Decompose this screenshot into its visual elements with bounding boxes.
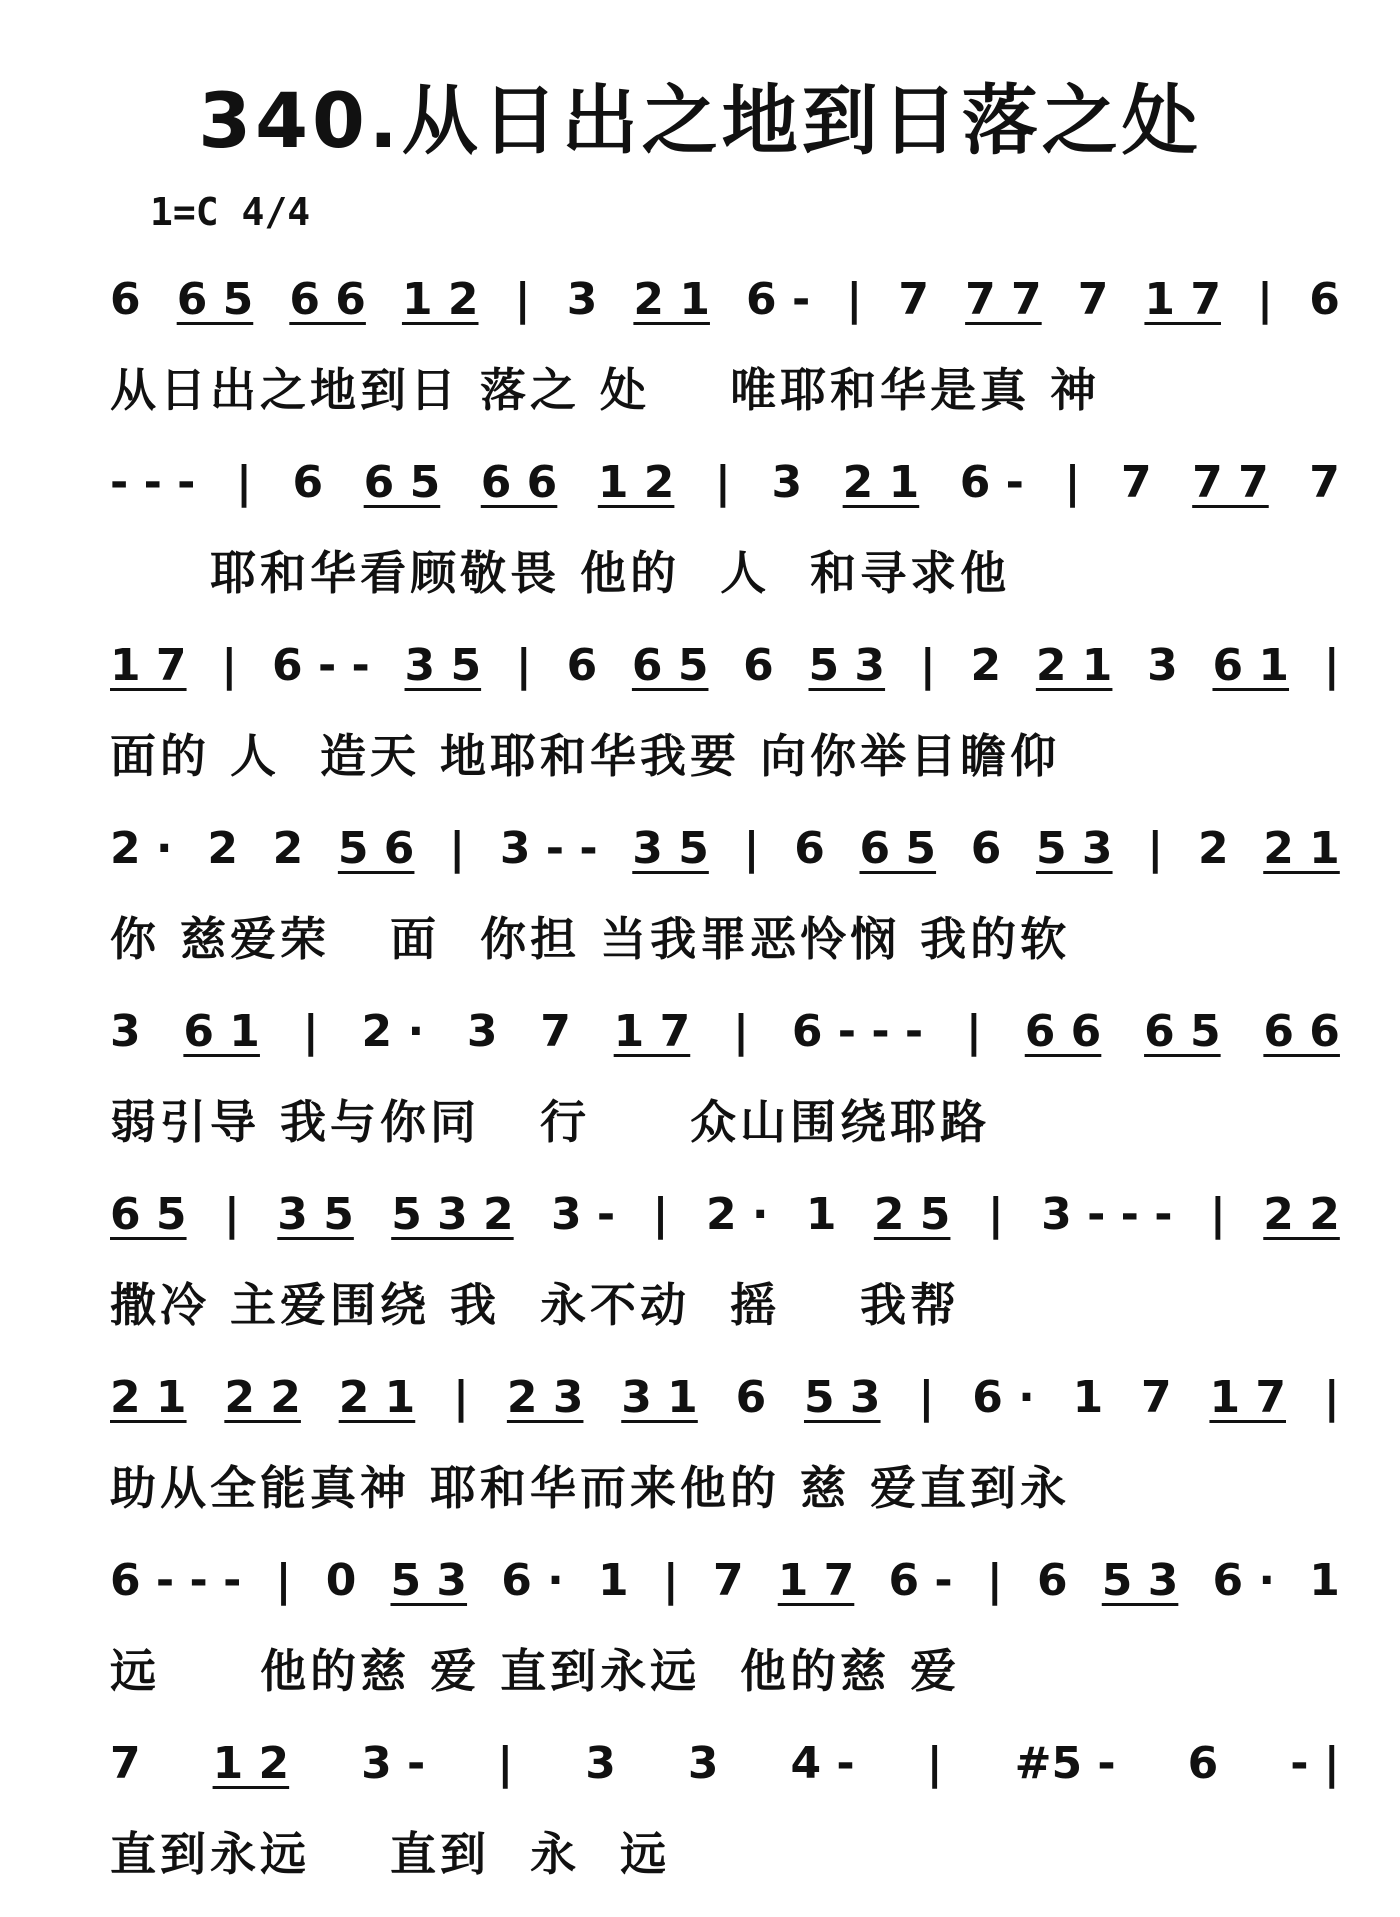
- score-line: [110, 636, 1340, 819]
- lyric-row: 从日出之地到日 落之 处 唯耶和华是真 神: [110, 363, 1101, 417]
- score-line: [110, 1368, 1340, 1551]
- note-group: 7: [110, 1738, 141, 1789]
- barline: |: [986, 1555, 1003, 1606]
- note-group: 6 5: [110, 1189, 187, 1240]
- barline: |: [714, 457, 731, 508]
- note-group: 6: [970, 823, 1002, 874]
- score-line: [110, 453, 1340, 636]
- note-group: 5 3: [808, 640, 886, 691]
- note-group: 3 - -: [499, 823, 598, 874]
- note-group: 3: [687, 1738, 719, 1789]
- note-group: 6 5: [176, 274, 254, 325]
- note-group: 7: [540, 1006, 571, 1057]
- note-group: 2 2: [1263, 1189, 1340, 1240]
- note-group: 6 6: [480, 457, 558, 508]
- key-signature: 1=C 4/4: [150, 190, 311, 234]
- note-group: 6 5: [631, 640, 709, 691]
- note-group: 6 6: [289, 274, 366, 325]
- note-group: 6 1: [1212, 640, 1290, 691]
- note-group: 2 ·: [361, 1006, 425, 1057]
- barline: |: [662, 1555, 679, 1606]
- note-group: 7 7: [965, 274, 1042, 325]
- note-group: 1 7: [777, 1555, 855, 1606]
- note-group: 5 6: [337, 823, 415, 874]
- barline: |: [223, 1189, 240, 1240]
- barline: |: [918, 1372, 935, 1423]
- notation-row: [110, 453, 1340, 531]
- note-group: 3 1: [621, 1372, 698, 1423]
- note-group: 1 2: [597, 457, 675, 508]
- lyric-row: 直到永远 直到 永 远: [110, 1827, 671, 1881]
- note-group: 2 1: [1263, 823, 1340, 874]
- note-group: 6 -: [959, 457, 1024, 508]
- note-group: 4 -: [790, 1738, 855, 1789]
- note-group: 5 3: [1036, 823, 1113, 874]
- note-group: 2 2: [224, 1372, 301, 1423]
- note-group: 1 7: [1144, 274, 1221, 325]
- barline: |: [652, 1189, 669, 1240]
- notation-row: [110, 819, 1340, 897]
- note-group: 2: [207, 823, 238, 874]
- note-group: - - -: [110, 457, 196, 508]
- lyric-row: 远 他的慈 爱 直到永远 他的慈 爱: [110, 1644, 961, 1698]
- note-group: 3 5: [632, 823, 709, 874]
- note-group: 3: [771, 457, 803, 508]
- barline: |: [732, 1006, 750, 1057]
- notation-row: [110, 1185, 1340, 1263]
- note-group: 6 -: [746, 274, 811, 325]
- barline: |: [453, 1372, 470, 1423]
- note-group: 2 1: [1035, 640, 1113, 691]
- note-group: 5 3: [803, 1372, 881, 1423]
- note-group: 3 - - -: [1041, 1189, 1173, 1240]
- notation-row: [110, 636, 1340, 714]
- note-group: 6 ·: [1212, 1555, 1276, 1606]
- note-group: 2 1: [842, 457, 920, 508]
- notation-row: [110, 270, 1340, 348]
- note-group: 6 - - -: [110, 1555, 242, 1606]
- note-group: 3 -: [361, 1738, 426, 1789]
- notation-row: [110, 1551, 1340, 1629]
- note-group: 6: [566, 640, 598, 691]
- note-group: 6: [1309, 274, 1340, 325]
- note-group: 2: [970, 640, 1002, 691]
- note-group: 7: [1309, 457, 1340, 508]
- lyric-row: 撒冷 主爱围绕 我 永不动 摇 我帮: [110, 1278, 961, 1332]
- note-group: 7: [1077, 274, 1109, 325]
- barline: |: [275, 1555, 292, 1606]
- score-line: [110, 1002, 1340, 1185]
- note-group: 2 ·: [110, 823, 173, 874]
- note-group: 2 ·: [705, 1189, 769, 1240]
- notation-row: [110, 1368, 1340, 1446]
- barline: |: [1323, 640, 1340, 691]
- note-group: 3 5: [277, 1189, 354, 1240]
- note-group: 6 -: [888, 1555, 953, 1606]
- note-group: 6 6: [1024, 1006, 1102, 1057]
- note-group: 1 7: [1209, 1372, 1286, 1423]
- note-group: 1 2: [212, 1738, 290, 1789]
- barline: |: [497, 1738, 514, 1789]
- barline: |: [1257, 274, 1274, 325]
- barline: |: [1147, 823, 1164, 874]
- note-group: 6: [743, 640, 774, 691]
- note-group: 1: [597, 1555, 629, 1606]
- note-group: 2 3: [506, 1372, 584, 1423]
- note-group: 6: [1037, 1555, 1068, 1606]
- note-group: 1: [805, 1189, 837, 1240]
- barline: |: [1209, 1189, 1226, 1240]
- note-group: 2 1: [338, 1372, 416, 1423]
- note-group: 3: [585, 1738, 616, 1789]
- lyric-row: 面的 人 造天 地耶和华我要 向你举目瞻仰: [110, 729, 1061, 783]
- note-group: 3: [110, 1006, 141, 1057]
- note-group: 5 3: [390, 1555, 468, 1606]
- lyric-row: 助从全能真神 耶和华而来他的 慈 爱直到永: [110, 1461, 1071, 1515]
- barline: |: [221, 640, 238, 691]
- notation-row: [110, 1002, 1340, 1080]
- note-group: 2: [272, 823, 304, 874]
- score-line: [110, 270, 1340, 453]
- note-group: 6 1: [183, 1006, 260, 1057]
- note-group: 6 ·: [972, 1372, 1035, 1423]
- notation-row: [110, 1734, 1340, 1812]
- note-group: 7: [1141, 1372, 1172, 1423]
- note-group: 2 5: [873, 1189, 951, 1240]
- note-group: 6 6: [1263, 1006, 1340, 1057]
- note-group: 6: [735, 1372, 767, 1423]
- note-group: 0: [325, 1555, 357, 1606]
- lyric-row: 你 慈爱荣 面 你担 当我罪恶怜悯 我的软: [110, 912, 1071, 966]
- lyric-row: 耶和华看顾敬畏 他的 人 和寻求他: [110, 546, 1011, 600]
- note-group: 1 2: [401, 274, 479, 325]
- note-group: #5 -: [1014, 1738, 1116, 1789]
- note-group: 6 5: [859, 823, 937, 874]
- note-group: 1: [1309, 1555, 1340, 1606]
- barline: |: [449, 823, 466, 874]
- barline: |: [514, 274, 531, 325]
- score-line: [110, 819, 1340, 1002]
- note-group: 6 - -: [272, 640, 370, 691]
- barline: |: [235, 457, 253, 508]
- note-group: 7: [712, 1555, 744, 1606]
- barline: |: [1323, 1372, 1340, 1423]
- note-group: 6 5: [1144, 1006, 1221, 1057]
- note-group: 5 3 2: [391, 1189, 514, 1240]
- barline: |: [1064, 457, 1081, 508]
- barline: |: [515, 640, 532, 691]
- barline: |: [743, 823, 760, 874]
- score: [110, 270, 1340, 1917]
- note-group: 7: [898, 274, 930, 325]
- note-group: - |: [1290, 1738, 1340, 1789]
- note-group: 3: [566, 274, 598, 325]
- barline: |: [965, 1006, 982, 1057]
- barline: |: [302, 1006, 319, 1057]
- note-group: 1: [1072, 1372, 1104, 1423]
- song-title: 340.从日出之地到日落之处: [198, 76, 1202, 165]
- score-line: [110, 1185, 1340, 1368]
- note-group: 1 7: [613, 1006, 691, 1057]
- note-group: 6: [292, 457, 324, 508]
- barline: |: [987, 1189, 1004, 1240]
- note-group: 3 5: [404, 640, 482, 691]
- note-group: 6: [794, 823, 825, 874]
- note-group: 3: [466, 1006, 498, 1057]
- note-group: 7: [1121, 457, 1152, 508]
- barline: |: [846, 274, 863, 325]
- note-group: 2 1: [633, 274, 710, 325]
- note-group: 2 1: [110, 1372, 187, 1423]
- note-group: 6: [110, 274, 141, 325]
- note-group: 2: [1197, 823, 1229, 874]
- note-group: 6: [1187, 1738, 1219, 1789]
- note-group: 6 5: [363, 457, 441, 508]
- barline: |: [926, 1738, 943, 1789]
- note-group: 3 -: [551, 1189, 616, 1240]
- note-group: 5 3: [1101, 1555, 1179, 1606]
- note-group: 6 - - -: [791, 1006, 924, 1057]
- barline: |: [919, 640, 936, 691]
- lyric-row: 弱引导 我与你同 行 众山围绕耶路: [110, 1095, 991, 1149]
- note-group: 1 7: [110, 640, 187, 691]
- note-group: 6 ·: [501, 1555, 564, 1606]
- note-group: 7 7: [1192, 457, 1269, 508]
- score-line: [110, 1551, 1340, 1734]
- note-group: 3: [1147, 640, 1178, 691]
- score-line: [110, 1734, 1340, 1917]
